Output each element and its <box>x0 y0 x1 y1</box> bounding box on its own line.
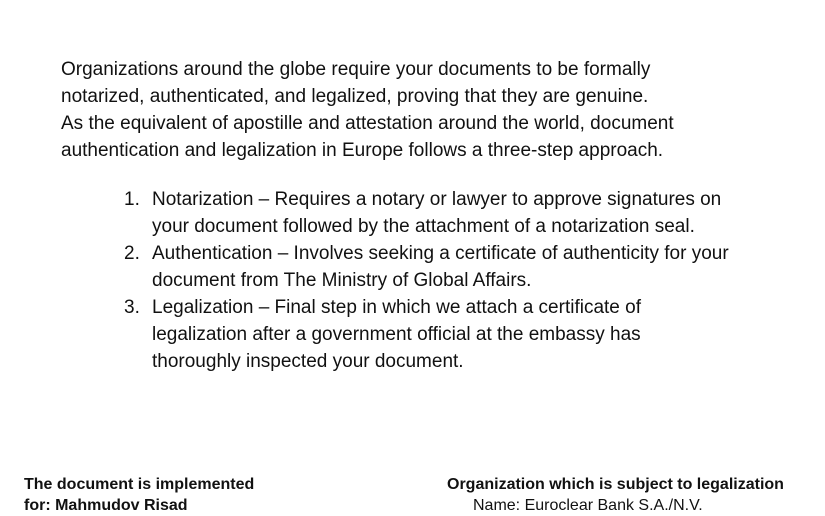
step-item-notarization <box>124 186 804 240</box>
step-text-line: Legalization – Final step in which we attach a certificate of <box>152 297 641 318</box>
step-text-line: your document followed by the attachment of a notarization seal. <box>152 216 695 237</box>
step-text-line: thoroughly inspected your document. <box>152 351 464 372</box>
step-text-line: Authentication – Involves seeking a certificate of authenticity for your <box>152 243 729 264</box>
step-number: 2. <box>124 243 140 264</box>
intro-paragraph <box>61 56 781 164</box>
intro-line: As the equivalent of apostille and attestation around the world, document <box>61 113 674 134</box>
step-text-line: Notarization – Requires a notary or lawyer to approve signatures on <box>152 189 722 210</box>
intro-line: Organizations around the globe require your documents to be formally <box>61 59 651 80</box>
step-text-line: document from The Ministry of Global Affairs. <box>152 270 532 291</box>
step-item-authentication <box>124 240 804 294</box>
step-number: 1. <box>124 189 140 210</box>
implemented-for-name: for: Mahmudov Risad <box>24 497 188 514</box>
intro-line: notarized, authenticated, and legalized, proving that they are genuine. <box>61 86 649 107</box>
step-text-line: legalization after a government official at the embassy has <box>152 324 641 345</box>
intro-line: authentication and legalization in Europe follows a three-step approach. <box>61 140 664 161</box>
organization-name: Name: Euroclear Bank S.A./N.V. <box>473 497 703 514</box>
step-item-legalization <box>124 294 804 375</box>
steps-list <box>124 186 804 375</box>
implemented-for-label: The document is implemented <box>24 476 255 493</box>
organization-heading: Organization which is subject to legalization <box>447 476 784 493</box>
step-number: 3. <box>124 297 140 318</box>
